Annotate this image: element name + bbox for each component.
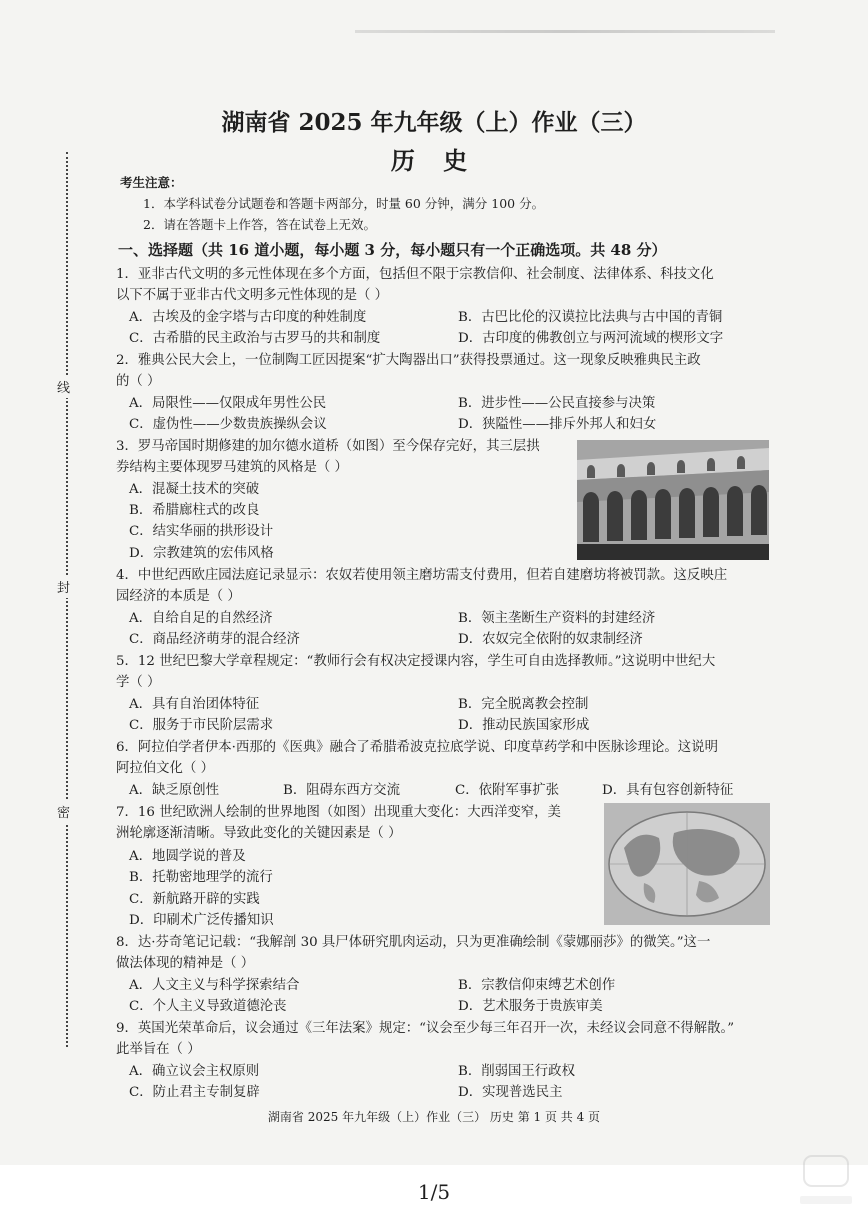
notice-item: 2．请在答题卡上作答，答在试卷上无效。 [143,217,376,232]
question-stem: 此举旨在（ ） [116,1042,201,1057]
option: C．虚伪性——少数贵族操纵会议 [129,417,327,432]
page-footer: 湖南省 2025 年九年级（上）作业（三） 历史 第 1 页 共 4 页 [267,1110,601,1124]
page-indicator: 1/5 [417,1180,451,1204]
option: B．进步性——公民直接参与决策 [458,396,656,411]
question-stem: 做法体现的精神是（ ） [116,956,255,971]
option: B．宗教信仰束缚艺术创作 [458,978,616,993]
binding-char-xian: 线 [57,375,70,398]
option: B．托勒密地理学的流行 [129,870,273,885]
option: C．防止君主专制复辟 [129,1085,260,1100]
watermark-logo-icon [796,1152,856,1222]
question-stem: 券结构主要体现罗马建筑的风格是（ ） [116,460,348,475]
question-stem: 9．英国光荣革命后，议会通过《三年法案》规定：“议会至少每三年召开一次，未经议会同意不得解散。” [116,1021,735,1036]
section-title: 一、选择题（共 16 道小题，每小题 3 分，每小题只有一个正确选项。共 48 分） [118,241,667,259]
option: C．服务于市民阶层需求 [129,718,274,733]
option: D．古印度的佛教创立与两河流域的楔形文字 [458,331,724,346]
exam-title: 湖南省 2025 年九年级（上）作业（三） [221,109,647,136]
option: D．宗教建筑的宏伟风格 [129,546,274,561]
notice-heading: 考生注意： [120,175,183,190]
question-stem: 2．雅典公民大会上，一位制陶工匠因提案“扩大陶器出口”获得投票通过。这一现象反映雅典民主政 [116,353,701,368]
question-stem: 洲轮廓逐渐清晰。导致此变化的关键因素是（ ） [116,826,402,841]
option: A．确立议会主权原则 [129,1064,260,1079]
world-map-image [604,803,770,925]
subject-title: 历 史 [390,146,478,175]
option: B．完全脱离教会控制 [458,697,589,712]
option: A．混凝土技术的突破 [129,482,260,497]
option: A．古埃及的金字塔与古印度的种姓制度 [129,310,367,325]
option: D．印刷术广泛传播知识 [129,913,274,928]
option: D．艺术服务于贵族审美 [458,999,603,1014]
option: B．阻碍东西方交流 [283,783,400,798]
option: A．局限性——仅限成年男性公民 [129,396,327,411]
question-stem: 7．16 世纪欧洲人绘制的世界地图（如图）出现重大变化：大西洋变窄，美 [116,805,561,820]
option: A．具有自治团体特征 [129,697,260,712]
question-stem: 园经济的本质是（ ） [116,589,241,604]
binding-char-feng: 封 [57,575,70,598]
option: D．具有包容创新特征 [602,783,734,798]
option: C．商品经济萌芽的混合经济 [129,632,300,647]
option: D．农奴完全依附的奴隶制经济 [458,632,643,647]
option: A．地圆学说的普及 [129,849,246,864]
question-stem: 4．中世纪西欧庄园法庭记录显示：农奴若使用领主磨坊需支付费用，但若自建磨坊将被罚款。这反映庄 [116,568,728,583]
option: B．领主垄断生产资料的封建经济 [458,611,656,626]
option: A．缺乏原创性 [129,783,220,798]
binding-line [66,152,68,1047]
option: C．结实华丽的拱形设计 [129,524,274,539]
option: D．狭隘性——排斥外邦人和妇女 [458,417,657,432]
question-stem: 学（ ） [116,675,161,690]
aqueduct-photo [577,440,769,560]
question-stem: 1．亚非古代文明的多元性体现在多个方面，包括但不限于宗教信仰、社会制度、法律体系、科技文化 [116,267,714,282]
question-stem: 的（ ） [116,374,161,389]
question-stem: 阿拉伯文化（ ） [116,761,214,776]
question-stem: 3．罗马帝国时期修建的加尔德水道桥（如图）至今保存完好，其三层拱 [116,439,540,454]
option: C．依附军事扩张 [455,783,559,798]
option: B．希腊廊柱式的改良 [129,503,260,518]
scan-edge-line [355,30,775,33]
option: C．新航路开辟的实践 [129,892,260,907]
question-stem: 5．12 世纪巴黎大学章程规定：“教师行会有权决定授课内容，学生可自由选择教师。”这说明中世纪大 [116,654,716,669]
question-stem: 8．达·芬奇笔记记载：“我解剖 30 具尸体研究肌肉运动，只为更准确绘制《蒙娜丽莎》的微笑。”这一 [116,935,711,950]
option: D．推动民族国家形成 [458,718,590,733]
question-stem: 以下不属于亚非古代文明多元性体现的是（ ） [116,288,389,303]
option: B．古巴比伦的汉谟拉比法典与古中国的青铜 [458,310,723,325]
notice-item: 1．本学科试卷分试题卷和答题卡两部分，时量 60 分钟，满分 100 分。 [143,196,545,211]
option: C．个人主义导致道德沦丧 [129,999,287,1014]
option: D．实现普选民主 [458,1085,563,1100]
option: C．古希腊的民主政治与古罗马的共和制度 [129,331,381,346]
option: A．自给自足的自然经济 [129,611,273,626]
binding-char-mi: 密 [57,800,70,823]
option: B．削弱国王行政权 [458,1064,575,1079]
option: A．人文主义与科学探索结合 [129,978,300,993]
question-stem: 6．阿拉伯学者伊本·西那的《医典》融合了希腊希波克拉底学说、印度草药学和中医脉诊理论。这说明 [116,740,718,755]
